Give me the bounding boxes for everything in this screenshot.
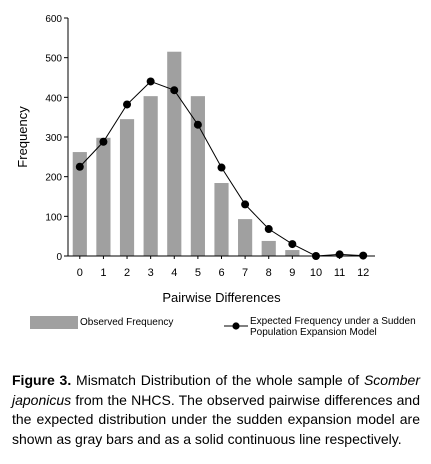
expected-point-1	[99, 138, 107, 146]
y-tick-label: 600	[45, 14, 62, 25]
expected-point-3	[147, 77, 155, 85]
bar-7	[238, 219, 252, 256]
bar-2	[120, 119, 134, 256]
x-tick-label: 10	[309, 267, 323, 279]
x-tick-label: 5	[194, 267, 201, 279]
bar-1	[96, 138, 110, 256]
expected-point-11	[336, 250, 344, 258]
x-tick-label: 0	[76, 267, 83, 279]
x-tick-label: 12	[357, 267, 370, 279]
y-tick-label: 100	[45, 212, 62, 224]
legend-label-expected: Expected Frequency under a Sudden Population Expansion Model	[250, 316, 416, 338]
caption-label: Figure 3.	[12, 372, 72, 388]
bar-8	[262, 241, 276, 256]
x-tick-label: 7	[242, 267, 249, 279]
y-tick-label: 0	[56, 252, 62, 263]
y-axis-label: Frequency	[15, 106, 30, 168]
caption-species: Scomber japonicus	[12, 372, 420, 408]
x-tick-label: 2	[123, 267, 131, 279]
expected-point-10	[312, 252, 320, 260]
y-tick-label: 300	[45, 133, 62, 144]
legend-item-observed	[30, 316, 173, 329]
expected-point-0	[76, 163, 84, 171]
figure-caption	[12, 371, 420, 449]
expected-point-7	[241, 200, 249, 208]
x-axis-label: Pairwise Differences	[162, 290, 281, 305]
x-tick-label: 8	[265, 267, 272, 279]
x-tick-label: 4	[171, 267, 178, 279]
x-tick-label: 9	[289, 267, 296, 279]
legend-label-observed: Observed Frequency	[80, 317, 174, 328]
expected-point-4	[170, 86, 178, 94]
y-tick-label: 500	[45, 53, 62, 65]
expected-point-9	[288, 240, 296, 248]
bar-5	[191, 96, 205, 256]
x-axis-ticks	[77, 256, 370, 279]
bar-4	[167, 52, 181, 256]
bar-9	[285, 250, 299, 256]
expected-point-8	[265, 225, 273, 233]
caption-text-after: from the NHCS. The observed pairwise differences and the expected distribution under the sudden expansion model are shown as gray bars and as a solid continuous line respectively.	[12, 391, 420, 447]
expected-point-6	[218, 164, 226, 172]
legend-bar-swatch	[30, 316, 78, 329]
x-tick-label: 3	[147, 267, 154, 279]
y-axis-ticks	[45, 14, 68, 263]
y-tick-label: 400	[45, 93, 62, 105]
bar-6	[214, 183, 228, 256]
expected-point-2	[123, 100, 131, 108]
legend-line-marker-icon	[222, 321, 250, 331]
caption-text-before: Mismatch Distribution of the whole sample of	[71, 372, 364, 388]
x-tick-label: 11	[333, 267, 346, 279]
x-tick-label: 1	[100, 267, 107, 279]
x-tick-label: 6	[218, 267, 225, 279]
expected-point-12	[359, 252, 367, 260]
expected-point-5	[194, 121, 202, 129]
y-tick-label: 200	[45, 172, 62, 184]
bar-3	[144, 96, 158, 256]
